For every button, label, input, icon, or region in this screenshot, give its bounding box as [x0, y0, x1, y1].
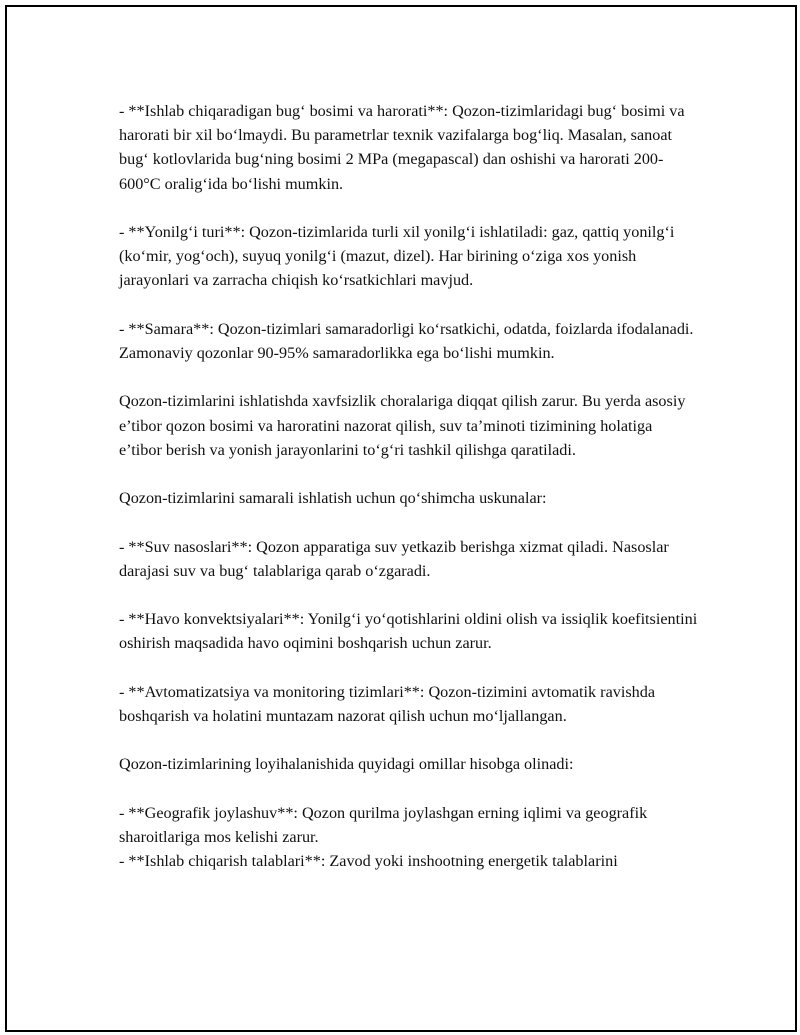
- paragraph-design-factors-intro: Qozon-tizimlarining loyihalanishida quyidagi omillar hisobga olinadi:: [119, 755, 574, 774]
- paragraph-steam-pressure: - **Ishlab chiqaradigan bug‘ bosimi va harorati**: Qozon-tizimlaridagi bug‘ bosimi va harorati bir xil bo‘lmaydi. Bu parametrlar texnik vazifalarga bog‘liq. Masalan, sanoat bug‘ kotlovlarida bug‘ning bosimi 2 MPa (megapascal) dan oshishi va harorati 200-600°C oralig‘ida bo‘lishi mumkin.: [119, 102, 685, 193]
- paragraph-production-requirements: - **Ishlab chiqarish talablari**: Zavod yoki inshootning energetik talablarini: [119, 852, 618, 871]
- paragraph-fuel-type: - **Yonilg‘i turi**: Qozon-tizimlarida turli xil yonilg‘i ishlatiladi: gaz, qattiq yonilg‘i (ko‘mir, yog‘och), suyuq yonilg‘i (mazut, dizel). Har birining o‘ziga xos yonish jarayonlari va zarracha chiqish ko‘rsatkichlari mavjud.: [119, 223, 675, 290]
- page-frame: [5, 5, 797, 1032]
- paragraph-geography: - **Geografik joylashuv**: Qozon qurilma joylashgan erning iqlimi va geografik sharoitlariga mos kelishi zarur.: [119, 803, 648, 846]
- paragraph-air-convection: - **Havo konvektsiyalari**: Yonilg‘i yo‘qotishlarini oldini olish va issiqlik koefitsientini oshirish maqsadida havo oqimini boshqarish uchun zarur.: [119, 610, 698, 653]
- paragraph-equipment-intro: Qozon-tizimlarini samarali ishlatish uchun qo‘shimcha uskunalar:: [119, 489, 547, 508]
- paragraph-automation: - **Avtomatizatsiya va monitoring tizimlari**: Qozon-tizimini avtomatik ravishda boshqarish va holatini muntazam nazorat qilish uchun mo‘ljallangan.: [119, 682, 656, 725]
- paragraph-efficiency: - **Samara**: Qozon-tizimlari samaradorligi ko‘rsatkichi, odatda, foizlarda ifodalanadi. Zamonaviy qozonlar 90-95% samaradorlikka ega bo‘lishi mumkin.: [119, 319, 694, 362]
- document-body: [119, 99, 699, 873]
- paragraph-water-pumps: - **Suv nasoslari**: Qozon apparatiga suv yetkazib berishga xizmat qiladi. Nasoslar darajasi suv va bug‘ talablariga qarab o‘zgaradi.: [119, 537, 669, 580]
- paragraph-safety: Qozon-tizimlarini ishlatishda xavfsizlik choralariga diqqat qilish zarur. Bu yerda asosiy e’tibor qozon bosimi va haroratini nazorat qilish, suv ta’minoti tizimining holatiga e’tibor berish va yonish jarayonlarini to‘g‘ri tashkil qilishga qaratiladi.: [119, 392, 686, 459]
